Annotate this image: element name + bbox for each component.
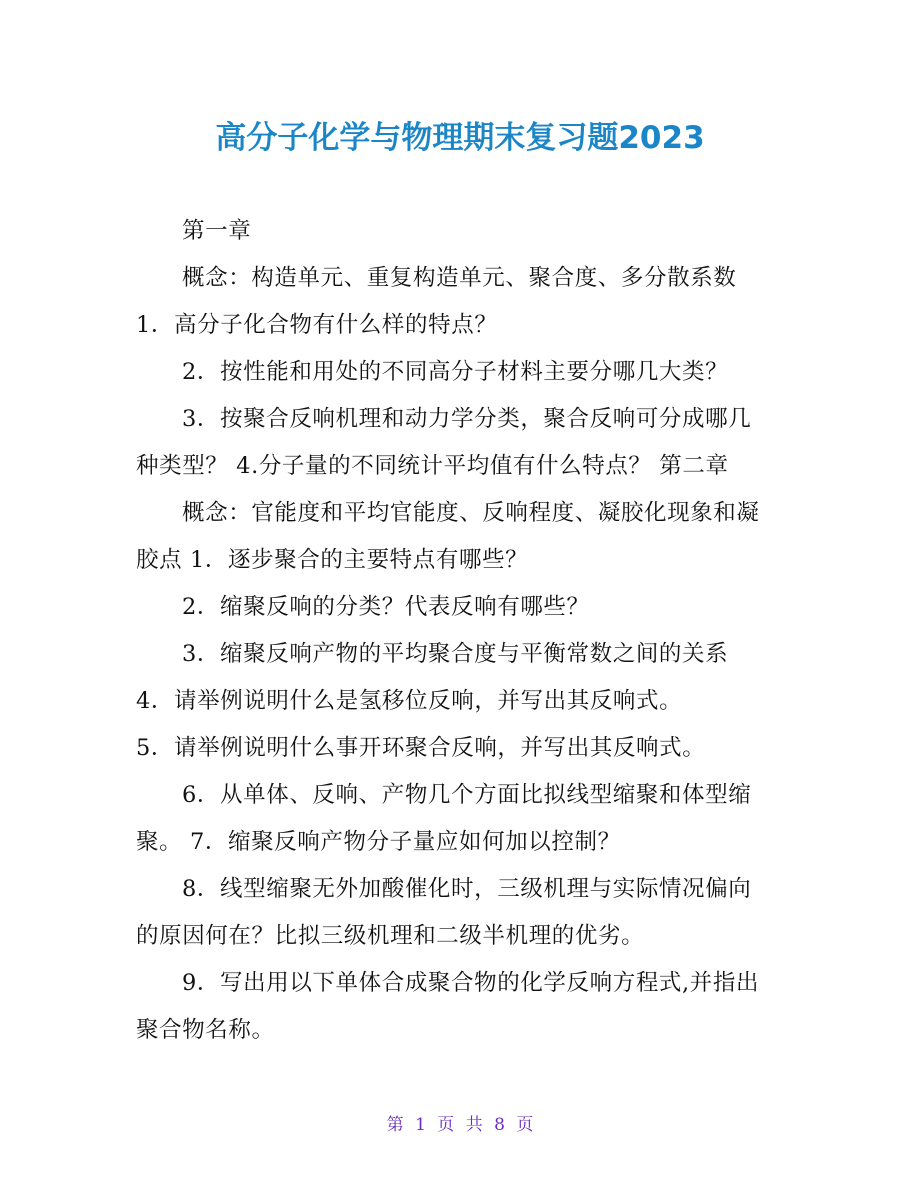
body-line: 聚。 7．缩聚反响产物分子量应如何加以控制？ [136, 829, 621, 855]
body-line: 概念：官能度和平均官能度、反响程度、凝胶化现象和凝 [182, 500, 760, 526]
body-line: 3．按聚合反响机理和动力学分类，聚合反响可分成哪几 [182, 406, 752, 432]
body-line: 胶点 1．逐步聚合的主要特点有哪些？ [136, 547, 529, 573]
body-line: 3．缩聚反响产物的平均聚合度与平衡常数之间的关系 [182, 641, 729, 667]
document-title: 高分子化学与物理期末复习题2023 [215, 120, 705, 156]
body-line: 聚合物名称。 [136, 1017, 275, 1043]
body-line: 第一章 [182, 218, 252, 244]
body-line: 种类型？ 4.分子量的不同统计平均值有什么特点？ 第二章 [136, 453, 729, 479]
page-footer: 第 1 页 共 8 页 [386, 1115, 534, 1135]
body-line: 4．请举例说明什么是氢移位反响，并写出其反响式。 [136, 688, 683, 714]
body-line: 8．线型缩聚无外加酸催化时，三级机理与实际情况偏向 [182, 876, 752, 902]
body-line: 2．缩聚反响的分类？代表反响有哪些？ [182, 594, 590, 620]
body-line: 6．从单体、反响、产物几个方面比拟线型缩聚和体型缩 [182, 782, 752, 808]
body-line: 2．按性能和用处的不同高分子材料主要分哪几大类？ [182, 359, 729, 385]
body-line: 9．写出用以下单体合成聚合物的化学反响方程式,并指出 [182, 970, 760, 996]
body-line: 概念：构造单元、重复构造单元、聚合度、多分散系数 [182, 265, 737, 291]
document-body [136, 208, 786, 1054]
body-line: 的原因何在？比拟三级机理和二级半机理的优劣。 [136, 923, 645, 949]
body-line: 1．高分子化合物有什么样的特点？ [136, 312, 498, 338]
body-line: 5．请举例说明什么事开环聚合反响，并写出其反响式。 [136, 735, 706, 761]
